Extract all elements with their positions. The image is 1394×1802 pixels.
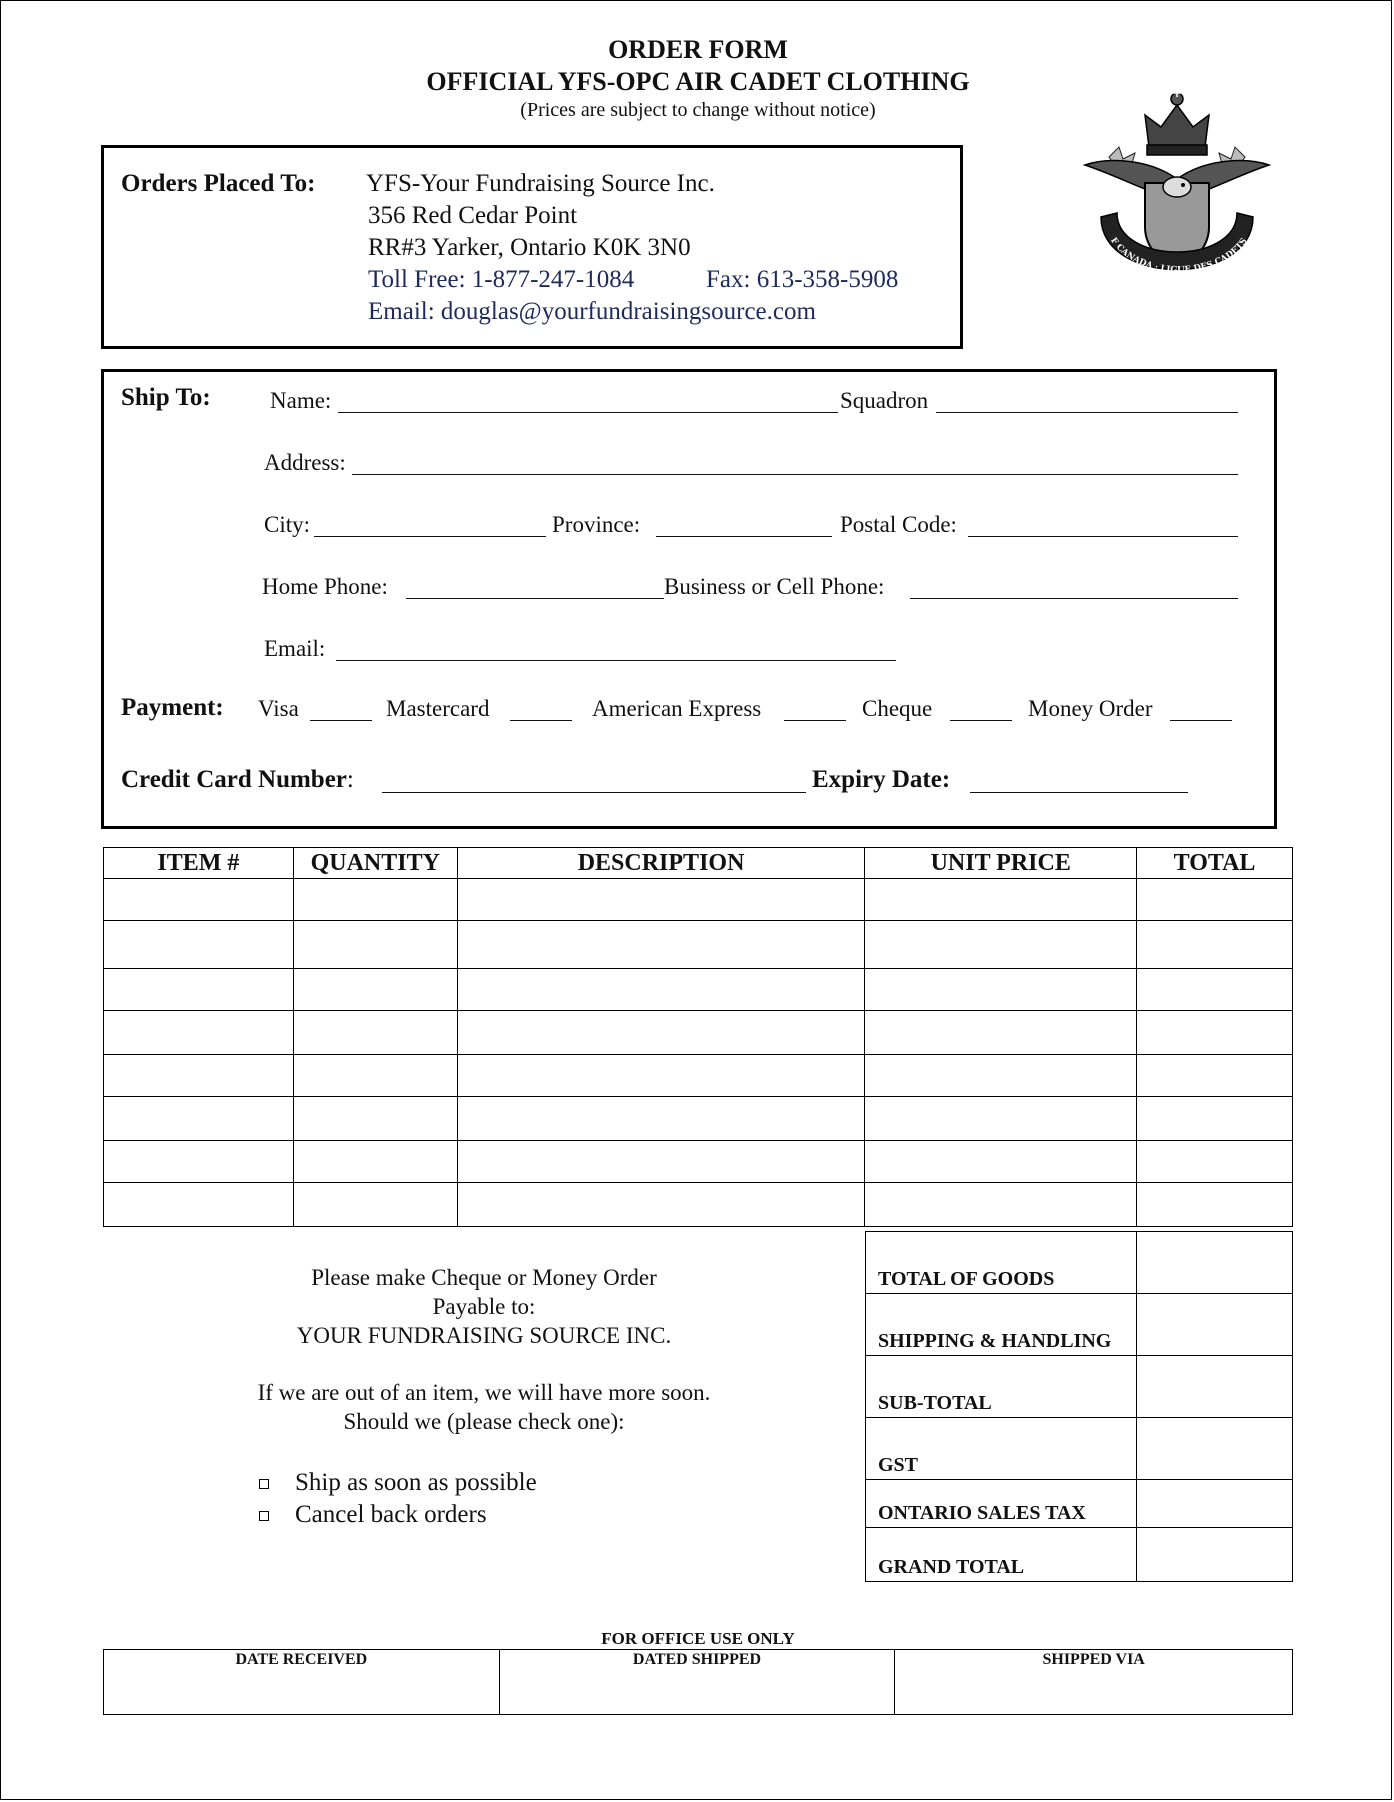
totals-label: ONTARIO SALES TAX xyxy=(866,1480,1137,1528)
item-number-cell[interactable] xyxy=(104,921,294,969)
quantity-cell[interactable] xyxy=(293,879,457,921)
totals-value-cell[interactable] xyxy=(1137,1294,1293,1356)
office-date-received-label: DATE RECEIVED xyxy=(235,1651,368,1668)
expiry-date-label: Expiry Date: xyxy=(812,766,951,793)
city-label: City: xyxy=(264,512,311,537)
item-number-cell[interactable] xyxy=(104,879,294,921)
credit-card-colon: : xyxy=(346,766,354,793)
cheque-line-3: YOUR FUNDRAISING SOURCE INC. xyxy=(296,1323,672,1348)
item-number-cell[interactable] xyxy=(104,1097,294,1141)
office-shipped-via[interactable] xyxy=(895,1650,1293,1715)
totals-row xyxy=(866,1480,1293,1528)
money-order-check-field[interactable] xyxy=(1170,720,1232,721)
totals-table-body xyxy=(866,1232,1293,1582)
quantity-cell[interactable] xyxy=(293,1055,457,1097)
description-cell[interactable] xyxy=(457,969,865,1011)
visa-check-field[interactable] xyxy=(310,720,372,721)
unit-price-cell[interactable] xyxy=(865,969,1137,1011)
orders-placed-label: Orders Placed To: xyxy=(121,170,316,197)
unit-price-cell[interactable] xyxy=(865,1011,1137,1055)
province-field[interactable] xyxy=(656,536,832,537)
totals-value-cell[interactable] xyxy=(1137,1418,1293,1480)
form-subtitle: OFFICIAL YFS-OPC AIR CADET CLOTHING xyxy=(426,67,970,96)
air-cadet-crest-logo xyxy=(1079,87,1275,297)
address-field[interactable] xyxy=(352,474,1238,475)
description-cell[interactable] xyxy=(457,921,865,969)
table-row xyxy=(104,1141,1293,1183)
total-cell[interactable] xyxy=(1137,1011,1293,1055)
quantity-cell[interactable] xyxy=(293,921,457,969)
description-cell[interactable] xyxy=(457,879,865,921)
office-dated-shipped-label: DATED SHIPPED xyxy=(632,1651,762,1668)
totals-table xyxy=(865,1231,1293,1582)
amex-check-field[interactable] xyxy=(784,720,846,721)
totals-label: GST xyxy=(866,1418,1137,1480)
unit-price-cell[interactable] xyxy=(865,1183,1137,1227)
office-dated-shipped[interactable] xyxy=(499,1650,895,1715)
name-label: Name: xyxy=(270,388,332,413)
col-total: TOTAL xyxy=(1137,848,1293,879)
email-label: Email: xyxy=(264,636,326,661)
totals-label: GRAND TOTAL xyxy=(866,1528,1137,1582)
cheque-instructions xyxy=(103,1263,865,1436)
totals-label: TOTAL OF GOODS xyxy=(866,1232,1137,1294)
totals-row xyxy=(866,1356,1293,1418)
crest-ring-text: F CANADA · LIGUE DES CADETS xyxy=(1108,235,1250,276)
option-cancel-backorders-label: Cancel back orders xyxy=(295,1501,487,1528)
office-use-title: FOR OFFICE USE ONLY xyxy=(601,1629,795,1648)
credit-card-field[interactable] xyxy=(382,792,806,793)
option-ship-asap[interactable] xyxy=(259,1467,537,1499)
totals-label: SHIPPING & HANDLING xyxy=(866,1294,1137,1356)
unit-price-cell[interactable] xyxy=(865,1097,1137,1141)
quantity-cell[interactable] xyxy=(293,1183,457,1227)
total-cell[interactable] xyxy=(1137,1097,1293,1141)
total-cell[interactable] xyxy=(1137,879,1293,921)
unit-price-cell[interactable] xyxy=(865,879,1137,921)
payment-option-mastercard: Mastercard xyxy=(386,696,490,721)
item-number-cell[interactable] xyxy=(104,969,294,1011)
unit-price-cell[interactable] xyxy=(865,921,1137,969)
unit-price-cell[interactable] xyxy=(865,1055,1137,1097)
item-number-cell[interactable] xyxy=(104,1055,294,1097)
cheque-line-1: Please make Cheque or Money Order xyxy=(311,1265,657,1290)
items-table-header xyxy=(104,848,1293,879)
mastercard-check-field[interactable] xyxy=(510,720,572,721)
table-row xyxy=(104,1183,1293,1227)
option-ship-asap-label: Ship as soon as possible xyxy=(295,1469,537,1496)
toll-free-number: Toll Free: 1-877-247-1084 xyxy=(368,266,635,293)
payment-option-visa: Visa xyxy=(258,696,299,721)
office-use-row xyxy=(104,1650,1293,1715)
office-shipped-via-label: SHIPPED VIA xyxy=(1042,1651,1145,1668)
totals-row xyxy=(866,1418,1293,1480)
description-cell[interactable] xyxy=(457,1141,865,1183)
item-number-cell[interactable] xyxy=(104,1183,294,1227)
quantity-cell[interactable] xyxy=(293,969,457,1011)
totals-row xyxy=(866,1294,1293,1356)
table-row xyxy=(104,1055,1293,1097)
backorder-options xyxy=(259,1467,537,1531)
col-description: DESCRIPTION xyxy=(457,848,865,879)
quantity-cell[interactable] xyxy=(293,1011,457,1055)
backorder-line-2: Should we (please check one): xyxy=(343,1409,625,1434)
city-field[interactable] xyxy=(314,536,546,537)
checkbox-icon[interactable] xyxy=(259,1479,269,1489)
company-city: RR#3 Yarker, Ontario K0K 3N0 xyxy=(368,234,691,261)
items-table xyxy=(103,847,1293,1227)
item-number-cell[interactable] xyxy=(104,1141,294,1183)
name-field[interactable] xyxy=(338,412,838,413)
credit-card-label-group xyxy=(121,766,354,794)
fax-number: Fax: 613-358-5908 xyxy=(706,266,899,293)
home-phone-field[interactable] xyxy=(406,598,664,599)
business-phone-field[interactable] xyxy=(910,598,1238,599)
table-row xyxy=(104,1011,1293,1055)
items-table-body xyxy=(104,879,1293,1227)
province-label: Province: xyxy=(552,512,641,537)
email-field[interactable] xyxy=(336,660,896,661)
cheque-line-2: Payable to: xyxy=(432,1294,536,1319)
company-street: 356 Red Cedar Point xyxy=(368,202,578,229)
totals-value-cell[interactable] xyxy=(1137,1356,1293,1418)
payment-option-cheque: Cheque xyxy=(862,696,933,721)
table-row xyxy=(104,921,1293,969)
totals-value-cell[interactable] xyxy=(1137,1528,1293,1582)
description-cell[interactable] xyxy=(457,1011,865,1055)
description-cell[interactable] xyxy=(457,1055,865,1097)
totals-label: SUB-TOTAL xyxy=(866,1356,1137,1418)
total-cell[interactable] xyxy=(1137,1183,1293,1227)
ship-to-label: Ship To: xyxy=(121,384,211,411)
ship-to-box xyxy=(101,369,1277,829)
cheque-check-field[interactable] xyxy=(950,720,1012,721)
total-cell[interactable] xyxy=(1137,921,1293,969)
col-quantity: QUANTITY xyxy=(293,848,457,879)
payment-label: Payment: xyxy=(121,694,224,721)
total-cell[interactable] xyxy=(1137,1055,1293,1097)
postal-code-label: Postal Code: xyxy=(840,512,957,537)
quantity-cell[interactable] xyxy=(293,1141,457,1183)
table-row xyxy=(104,969,1293,1011)
description-cell[interactable] xyxy=(457,1097,865,1141)
backorder-line-1: If we are out of an item, we will have more soon. xyxy=(257,1380,711,1405)
option-cancel-backorders[interactable] xyxy=(259,1499,537,1531)
payment-option-amex: American Express xyxy=(592,696,762,721)
form-title: ORDER FORM xyxy=(608,35,788,64)
totals-value-cell[interactable] xyxy=(1137,1232,1293,1294)
business-phone-label: Business or Cell Phone: xyxy=(664,574,885,599)
office-use-table xyxy=(103,1649,1293,1715)
squadron-field[interactable] xyxy=(936,412,1238,413)
squadron-label: Squadron xyxy=(840,388,929,413)
checkbox-icon[interactable] xyxy=(259,1511,269,1521)
totals-row xyxy=(866,1528,1293,1582)
address-label: Address: xyxy=(264,450,346,475)
price-note: (Prices are subject to change without notice) xyxy=(520,99,876,121)
totals-row xyxy=(866,1232,1293,1294)
total-cell[interactable] xyxy=(1137,969,1293,1011)
postal-code-field[interactable] xyxy=(968,536,1238,537)
unit-price-cell[interactable] xyxy=(865,1141,1137,1183)
office-date-received[interactable] xyxy=(104,1650,500,1715)
description-cell[interactable] xyxy=(457,1183,865,1227)
credit-card-label: Credit Card Number xyxy=(121,766,347,793)
col-item-number: ITEM # xyxy=(104,848,294,879)
total-cell[interactable] xyxy=(1137,1141,1293,1183)
quantity-cell[interactable] xyxy=(293,1097,457,1141)
totals-value-cell[interactable] xyxy=(1137,1480,1293,1528)
table-row xyxy=(104,1097,1293,1141)
company-email: Email: douglas@yourfundraisingsource.com xyxy=(368,298,816,325)
expiry-date-field[interactable] xyxy=(970,792,1188,793)
company-name: YFS-Your Fundraising Source Inc. xyxy=(366,170,715,197)
orders-placed-box xyxy=(101,145,963,349)
table-row xyxy=(104,879,1293,921)
item-number-cell[interactable] xyxy=(104,1011,294,1055)
home-phone-label: Home Phone: xyxy=(262,574,388,599)
col-unit-price: UNIT PRICE xyxy=(865,848,1137,879)
payment-option-money-order: Money Order xyxy=(1028,696,1153,721)
